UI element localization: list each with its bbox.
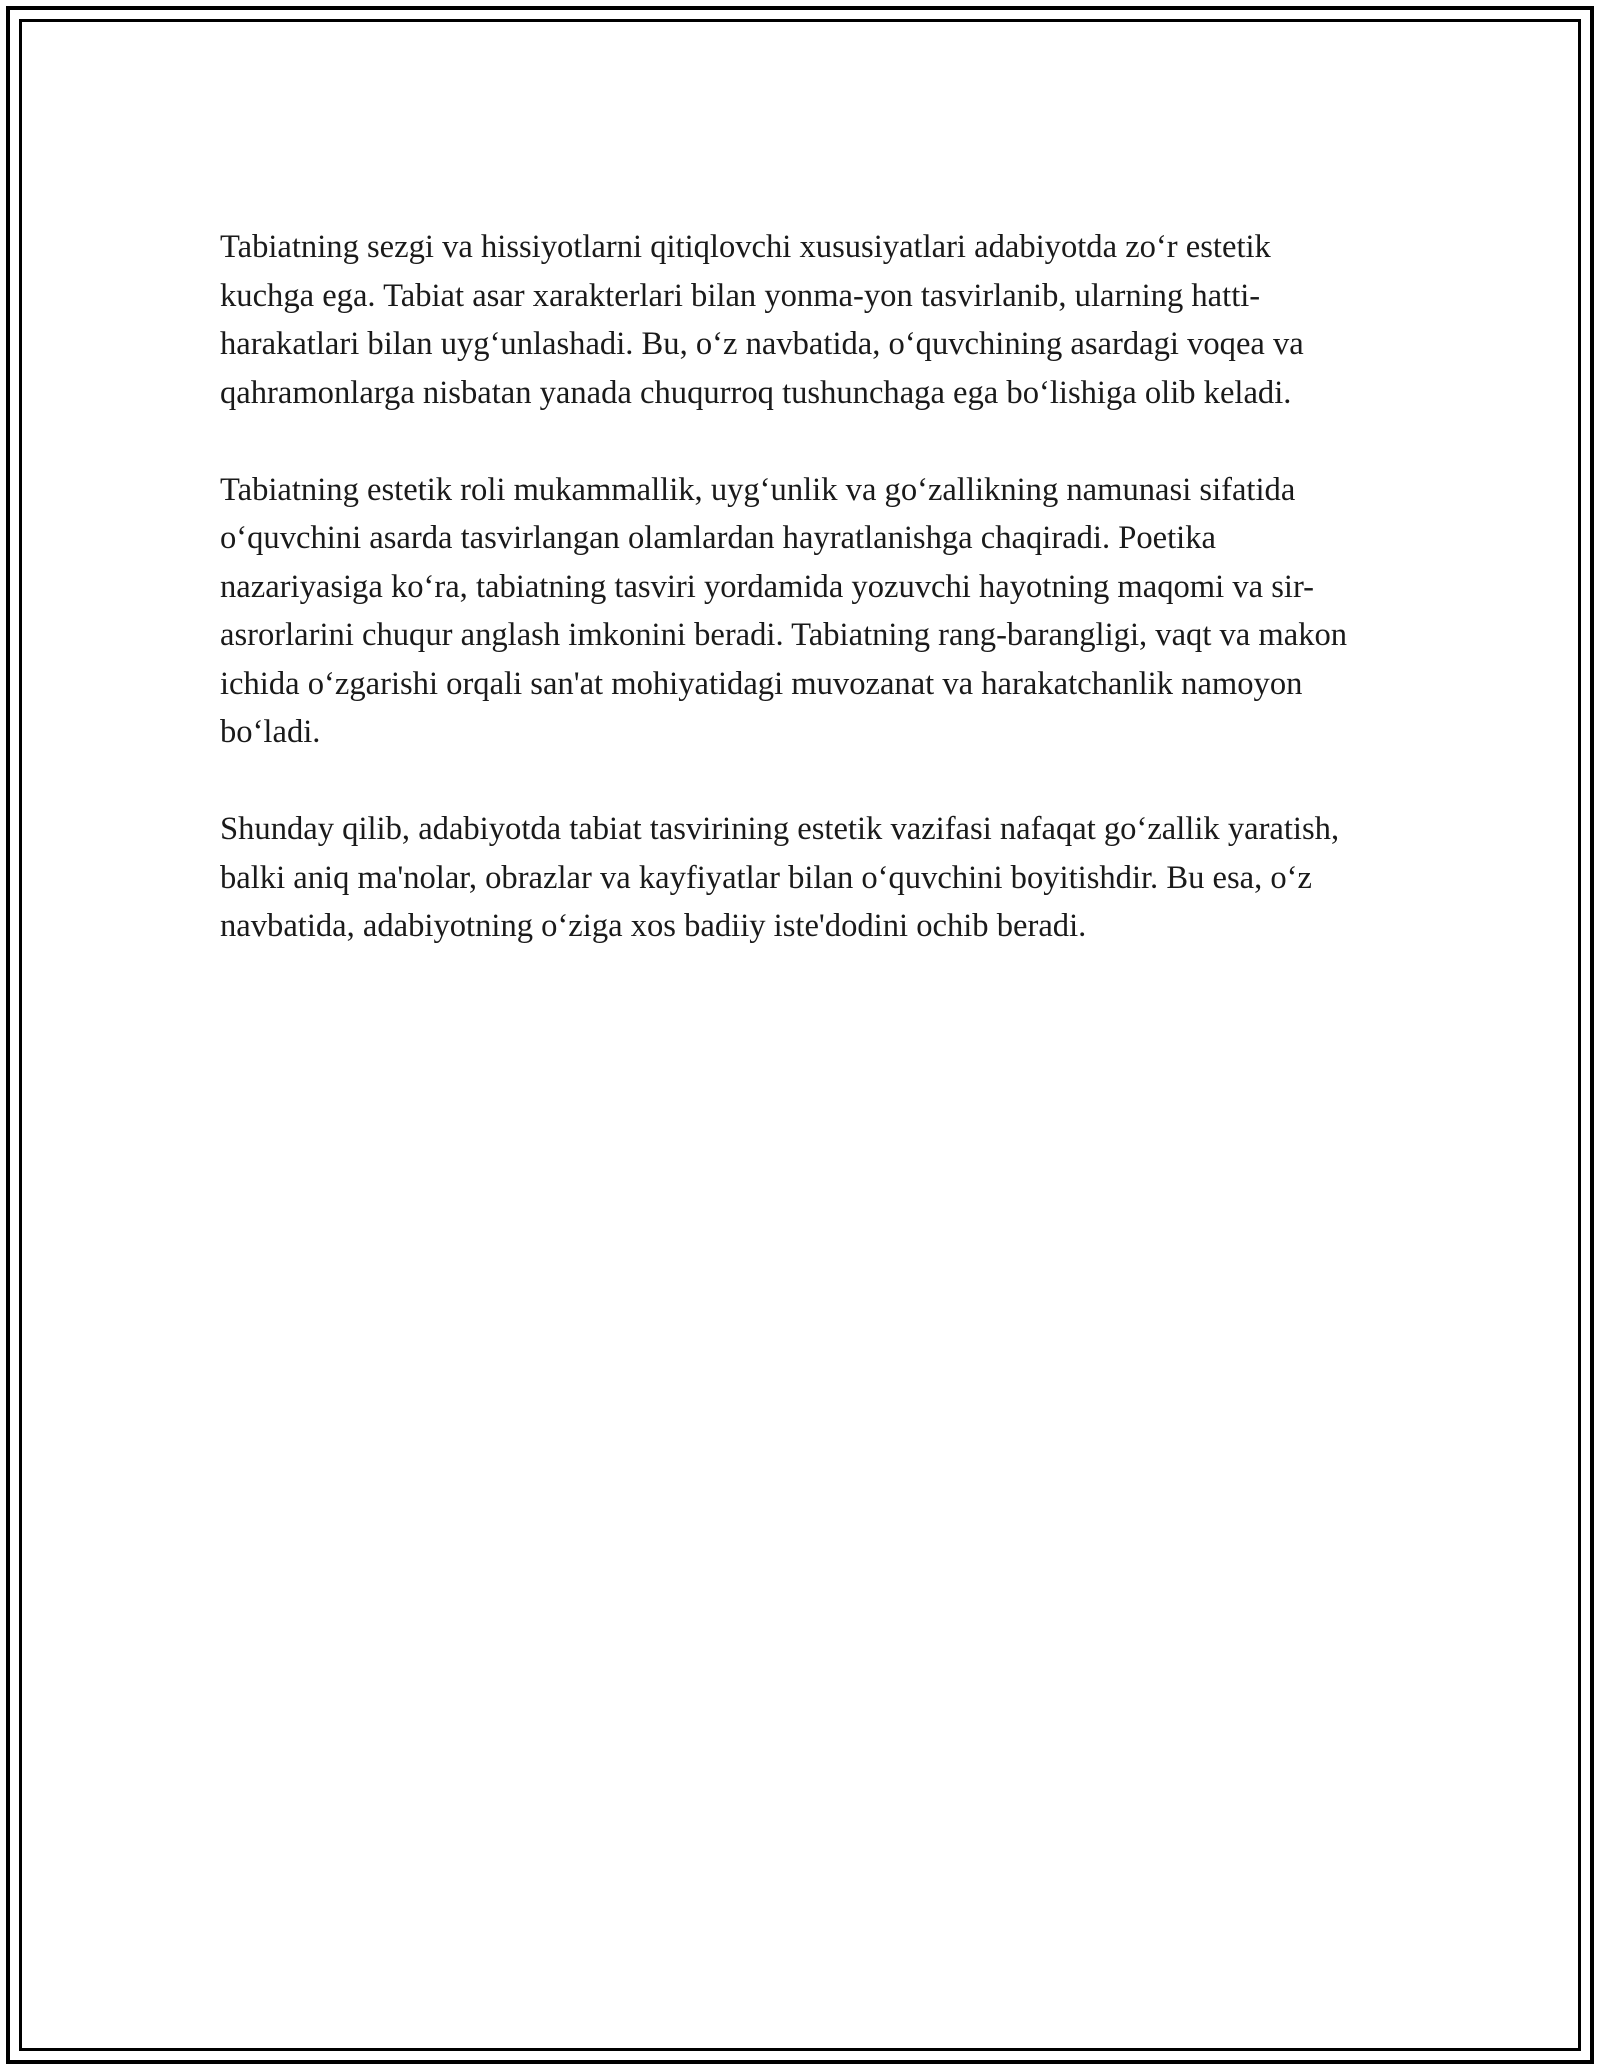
paragraph-2: Tabiatning estetik roli mukammallik, uyg‘unlik va go‘zallikning namunasi sifatida o‘quvchini asarda tasvirlangan olamlardan hayratlanishga chaqiradi. Poetika nazariyasiga ko‘ra, tabiatning tasviri yordamida yozuvchi hayotning maqomi va sir-asrorlarini chuqur anglash imkonini beradi. Tabiatning rang-barangligi, vaqt va makon ichida o‘zgarishi orqali san'at mohiyatidagi muvozanat va harakatchanlik namoyon bo‘ladi. bbox=[220, 471, 1348, 750]
paragraph-1: Tabiatning sezgi va hissiyotlarni qitiqlovchi xususiyatlari adabiyotda zo‘r estetik kuchga ega. Tabiat asar xarakterlari bilan yonma-yon tasvirlanib, ularning hatti-harakatlari bilan uyg‘unlashadi. Bu, o‘z navbatida, o‘quvchining asardagi voqea va qahramonlarga nisbatan yanada chuqurroq tushunchaga ega bo‘lishiga olib keladi. bbox=[220, 229, 1304, 411]
document-body bbox=[220, 223, 1360, 999]
paragraph-3: Shunday qilib, adabiyotda tabiat tasvirining estetik vazifasi nafaqat go‘zallik yaratish, balki aniq ma'nolar, obrazlar va kayfiyatlar bilan o‘quvchini boyitishdir. Bu esa, o‘z navbatida, adabiyotning o‘ziga xos badiiy iste'dodini ochib beradi. bbox=[220, 811, 1340, 944]
